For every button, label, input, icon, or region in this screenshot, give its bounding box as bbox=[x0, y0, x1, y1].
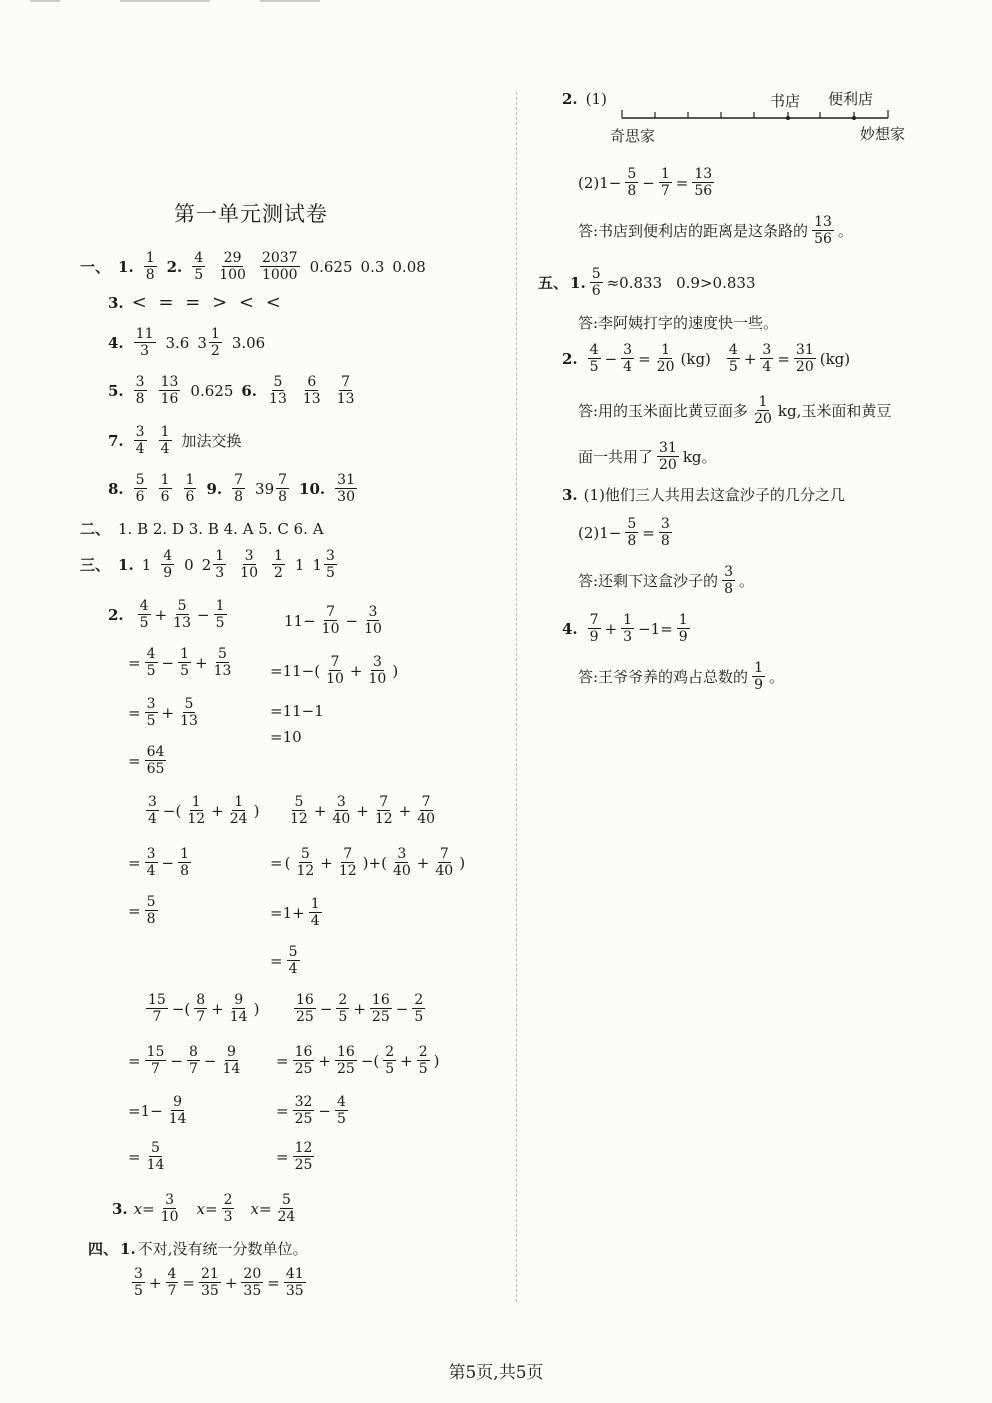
label-shop2: 便利店 bbox=[828, 90, 874, 108]
calc-d1: 5 12 + 3 40 + 7 12 + 7 40 bbox=[290, 794, 436, 827]
sec1-row7: 7. 3 4 1 4 加法交换 bbox=[108, 424, 242, 457]
calc-a4: = $\frac{64}{65}$ bbox=[128, 744, 165, 777]
calc-d4: = $\frac{5}{4}$ bbox=[270, 944, 298, 977]
sec1-row8: 8. 5 6 1 6 1 6 9. 7 8 39 7 8 10. 31 30 bbox=[108, 472, 355, 505]
page-title: 第一单元测试卷 bbox=[174, 202, 328, 226]
calc-b1: 11− $\frac{7}{10}$ − 3 10 bbox=[284, 604, 382, 637]
calc-d3: =1+ $\frac{1}{4}$ bbox=[270, 896, 320, 929]
calc-b2: =11−( 7 10 + 3 10 ) bbox=[270, 654, 399, 687]
sec3-row1: 三、 1. 1 4 9 0 2 1 3 3 10 1 2 1 1 3 5 bbox=[80, 548, 335, 581]
right-q2: 2. (1) bbox=[562, 90, 607, 108]
sec5-row2: 2. 4 5 − 3 4 = 1 20 (kg) 4 5 + 3 4 = 31 20 (kg) bbox=[562, 342, 851, 375]
calc-e3: =1− $\frac{9}{14}$ bbox=[128, 1094, 187, 1127]
calc-b4: =10 bbox=[270, 728, 302, 746]
right-ans2: 答:李阿姨打字的速度快一些。 bbox=[578, 314, 779, 332]
calc-c2: = $\frac{3}{4}$ − 1 8 bbox=[128, 846, 189, 879]
calc-a1: 2. 4 5 + 5 13 − 1 5 bbox=[108, 598, 225, 631]
right-ans1: 答:书店到便利店的距离是这条路的 13 56 。 bbox=[578, 214, 853, 247]
sec5-row3: 3. (1)他们三人共用去这盒沙子的几分之几 bbox=[562, 485, 845, 504]
calc-a2: = $\frac{4}{5}$ − 1 5 + 5 13 bbox=[128, 646, 232, 679]
calc-b3: =11−1 bbox=[270, 702, 324, 720]
sec1-row1: 一、 1. 1 8 2. 4 5 29 100 2037 1000 0.625 0.3 0.08 bbox=[80, 250, 426, 283]
column-divider bbox=[516, 92, 517, 1302]
calc-c1: 3 4 −( 1 12 + 1 24 ) bbox=[148, 794, 260, 827]
calc-f3: = $\frac{32}{25}$ − 4 5 bbox=[276, 1094, 346, 1127]
page-footer: 第5页,共5页 bbox=[448, 1363, 544, 1383]
right-ans5: 答:王爷爷养的鸡占总数的 1 9 。 bbox=[578, 660, 784, 693]
number-line bbox=[610, 86, 930, 152]
sec4-row: 四、 1. 不对,没有统一分数单位。 bbox=[88, 1239, 308, 1258]
sec2-row: 二、 1. B 2. D 3. B 4. A 5. C 6. A bbox=[80, 519, 324, 538]
right-ans3c: 面一共用了 31 20 kg。 bbox=[578, 440, 717, 473]
section-label: 一、 bbox=[80, 258, 111, 276]
right-ans3a: 答:用的玉米面比黄豆面多 1 20 kg,玉米面和黄豆 bbox=[578, 394, 892, 427]
sec5-row3-calc: (2)1− $\frac{5}{8}$ = 3 8 bbox=[578, 516, 670, 549]
calc-e2: = $\frac{15}{7}$ − 8 7 − 9 14 bbox=[128, 1044, 241, 1077]
sec5-row4: 4. 7 9 + 1 3 −1= $\frac{1}{9}$ bbox=[562, 612, 688, 645]
calc-f1: 16 25 − 2 5 + 16 25 − 2 5 bbox=[296, 992, 424, 1025]
calc-c3: = $\frac{5}{8}$ bbox=[128, 894, 156, 927]
calc-x: 3. x= $\frac{3}{10}$ x= $\frac{2}{3}$ x= $\frac{5}{24}$ bbox=[112, 1192, 296, 1225]
label-home1: 奇思家 bbox=[610, 127, 656, 145]
label-shop1: 书店 bbox=[770, 92, 801, 110]
sec1-row5: 5. 3 8 13 16 0.625 6. 5 13 6 13 7 13 bbox=[108, 374, 355, 407]
label-home2: 妙想家 bbox=[860, 125, 906, 143]
right-ans4: 答:还剩下这盒沙子的 3 8 。 bbox=[578, 564, 754, 597]
calc-f2: = $\frac{16}{25}$ + 16 25 −( 2 5 + 2 5 ) bbox=[276, 1044, 440, 1077]
sec4-calc: 3 5 + 4 7 = 21 35 + 20 35 = 41 35 bbox=[134, 1266, 304, 1299]
calc-e1: 15 7 −( 8 7 + 9 14 ) bbox=[148, 992, 260, 1025]
calc-e4: = $\frac{5}{14}$ bbox=[128, 1140, 165, 1173]
calc-d2: = ( $\frac{5}{12}$ + 7 12 )+( 3 40 + 7 40 ) bbox=[270, 846, 466, 879]
sec1-row3: 3. < = = > < < bbox=[108, 292, 284, 313]
sec1-row4: 4. 11 3 3.6 3 1 2 3.06 bbox=[108, 326, 266, 359]
right-q2-calc: (2)1− $\frac{5}{8}$ − 1 7 = 13 56 bbox=[578, 166, 713, 199]
calc-f4: = $\frac{12}{25}$ bbox=[276, 1140, 313, 1173]
sec5-row1: 五、 1. $\frac{5}{6}$ ≈0.833 0.9>0.833 bbox=[538, 266, 756, 299]
calc-a3: = $\frac{3}{5}$ + 5 13 bbox=[128, 696, 198, 729]
